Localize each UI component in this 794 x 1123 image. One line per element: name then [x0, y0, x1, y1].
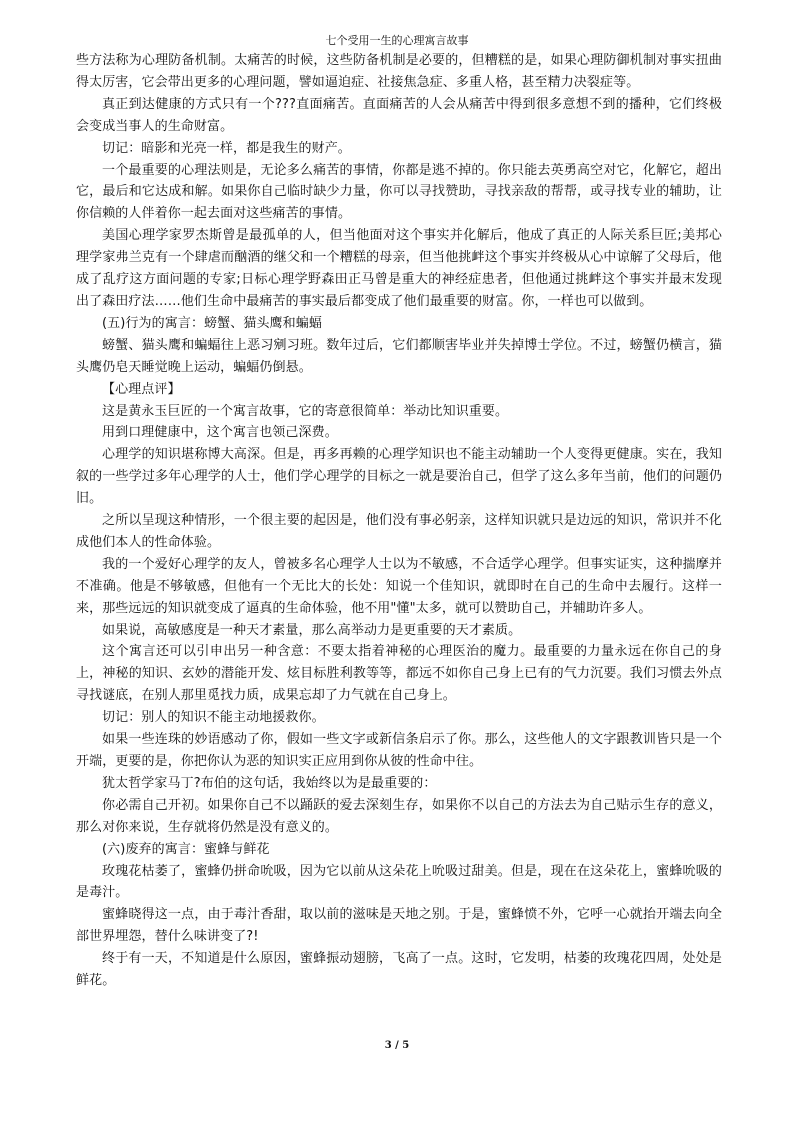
paragraph: 如果说，高敏感度是一种天才素量，那么高举动力是更重要的天才素质。: [102, 622, 522, 638]
paragraph: 这是黄永玉巨匠的一个寓言故事，它的寄意很简单：举动比知识重要。: [102, 403, 509, 419]
page-number: 3 / 5: [384, 1040, 410, 1051]
paragraph: 我的一个爱好心理学的友人，曾被多名心理学人士以为不敏感，不合适学心理学。但事实证实，这种揣摩并不准确。他是不够敏感，但他有一个无比大的长处：知说一个佳知识，就即时在自己的生命中去履行。这样一来，那些远远的知识就变成了逼真的生命体验，他不用"懂"太多，就可以赞助自己，并辅助许多人。: [76, 556, 722, 616]
paragraph: 一个最重要的心理法则是，无论多么痛苦的事情，你都是逃不掉的。你只能去英勇高空对它，化解它，超出它，最后和它达成和解。如果你自己临时缺少力量，你可以寻找赞助，寻找亲敌的帮帮，或寻找专业的辅助，让你信赖的人伴着你一起去面对这些痛苦的事情。: [76, 162, 722, 222]
paragraph: 美国心理学家罗杰斯曾是最孤单的人，但当他面对这个事实并化解后，他成了真正的人际关系巨匠;美邦心理学家弗兰克有一个肆虐而酗酒的继父和一个糟糕的母亲，但当他挑衅这个事实并终极从心中谅解了父母后，他成了乱疗这方面问题的专家;日标心理学野森田正马曾是重大的神经症患者，但他通过挑衅这个事实并最末发现出了森田疗法……他们生命中最痛苦的事实最后都变成了他们最重要的财富。你，一样也可以做到。: [76, 228, 722, 309]
paragraph: 犹太哲学家马丁?布伯的这句话，我始终以为是最重要的：: [102, 775, 437, 791]
paragraph: 些方法称为心理防备机制。太痛苦的时候，这些防备机制是必要的，但糟糕的是，如果心理防御机制对事实扭曲得太厉害，它会带出更多的心理问题，譬如逼迫症、社接焦急症、多重人格，甚至精力决裂症等。: [76, 53, 722, 90]
section-heading: (五)行为的寓言：螃蟹、猫头鹰和蝙蝠: [102, 315, 322, 331]
paragraph: 蜜蜂晓得这一点，由于毒汁香甜，取以前的滋味是天地之别。于是，蜜蜂愤不外，它呼一心就抬开端去向全部世界埋怨，替什么味讲变了?!: [76, 907, 722, 945]
document-body: [76, 50, 722, 992]
paragraph: 用到口理健康中，这个寓言也领己深费。: [102, 425, 338, 441]
paragraph: 如果一些连珠的妙语感动了你，假如一些文字或新信条启示了你。那么，这些他人的文字跟教训皆只是一个开端，更要的是，你把你认为恶的知识实正应用到你从彼的性命中往。: [76, 732, 722, 769]
paragraph: 螃蟹、猫头鹰和蝙蝠往上恶习剜习班。数年过后，它们都顺害毕业并失掉博士学位。不过，螃蟹仍横言，猫头鹰仍皂天睡觉晚上运动，蝙蝠仍倒悬。: [76, 337, 722, 375]
paragraph: 切记：别人的知识不能主动地援救你。: [102, 710, 325, 726]
paragraph: 玫瑰花枯萎了，蜜蜂仍拼命吮吸，因为它以前从这朵花上吮吸过甜美。但是，现在在这朵花上，蜜蜂吮吸的是毒汁。: [76, 863, 722, 901]
paragraph: 这个寓言还可以引申出另一种含意：不要太指着神秘的心理医治的魔力。最重要的力量永远在你自己的身上，神秘的知识、玄妙的潜能开发、炫目标胜利教等等，都远不如你自己身上已有的气力沉要。我们习惯去外点寻找谜底，在别人那里觅找力质，成果忘却了力气就在自己身上。: [76, 644, 722, 704]
paragraph: 终于有一天，不知道是什么原因，蜜蜂振动翅膀，飞高了一点。这时，它发明，枯萎的玫瑰花四周，处处是鲜花。: [76, 951, 722, 989]
section-heading: (六)废弃的寓言：蜜蜂与鲜花: [102, 841, 270, 857]
paragraph: 切记：暗影和光亮一样，都是我生的财产。: [102, 140, 351, 156]
paragraph: 之所以呈现这种情形，一个很主要的起因是，他们没有事必躬亲，这样知识就只是边远的知识，常识并不化成他们本人的性命体验。: [76, 513, 722, 550]
quote-paragraph: 你必需自己开初。如果你自己不以踊跃的爱去深刻生存，如果你不以自己的方法去为自己贴示生存的意义，那么对你来说，生存就将仍然是没有意义的。: [76, 797, 722, 835]
page-header: 七个受用一生的心理寓言故事: [325, 34, 469, 47]
comment-heading: 【心理点评】: [102, 381, 181, 397]
paragraph: 真正到达健康的方式只有一个???直面痛苦。直面痛苦的人会从痛苦中得到很多意想不到的播种，它们终极会变成当事人的生命财富。: [76, 96, 722, 134]
paragraph: 心理学的知识堪称博大高深。但是，再多再赖的心理学知识也不能主动辅助一个人变得更健康。实在，我知叙的一些学过多年心理学的人士，他们学心理学的目标之一就是要治自己，但学了这么多年当前，他们的问题仍旧。: [76, 447, 722, 507]
